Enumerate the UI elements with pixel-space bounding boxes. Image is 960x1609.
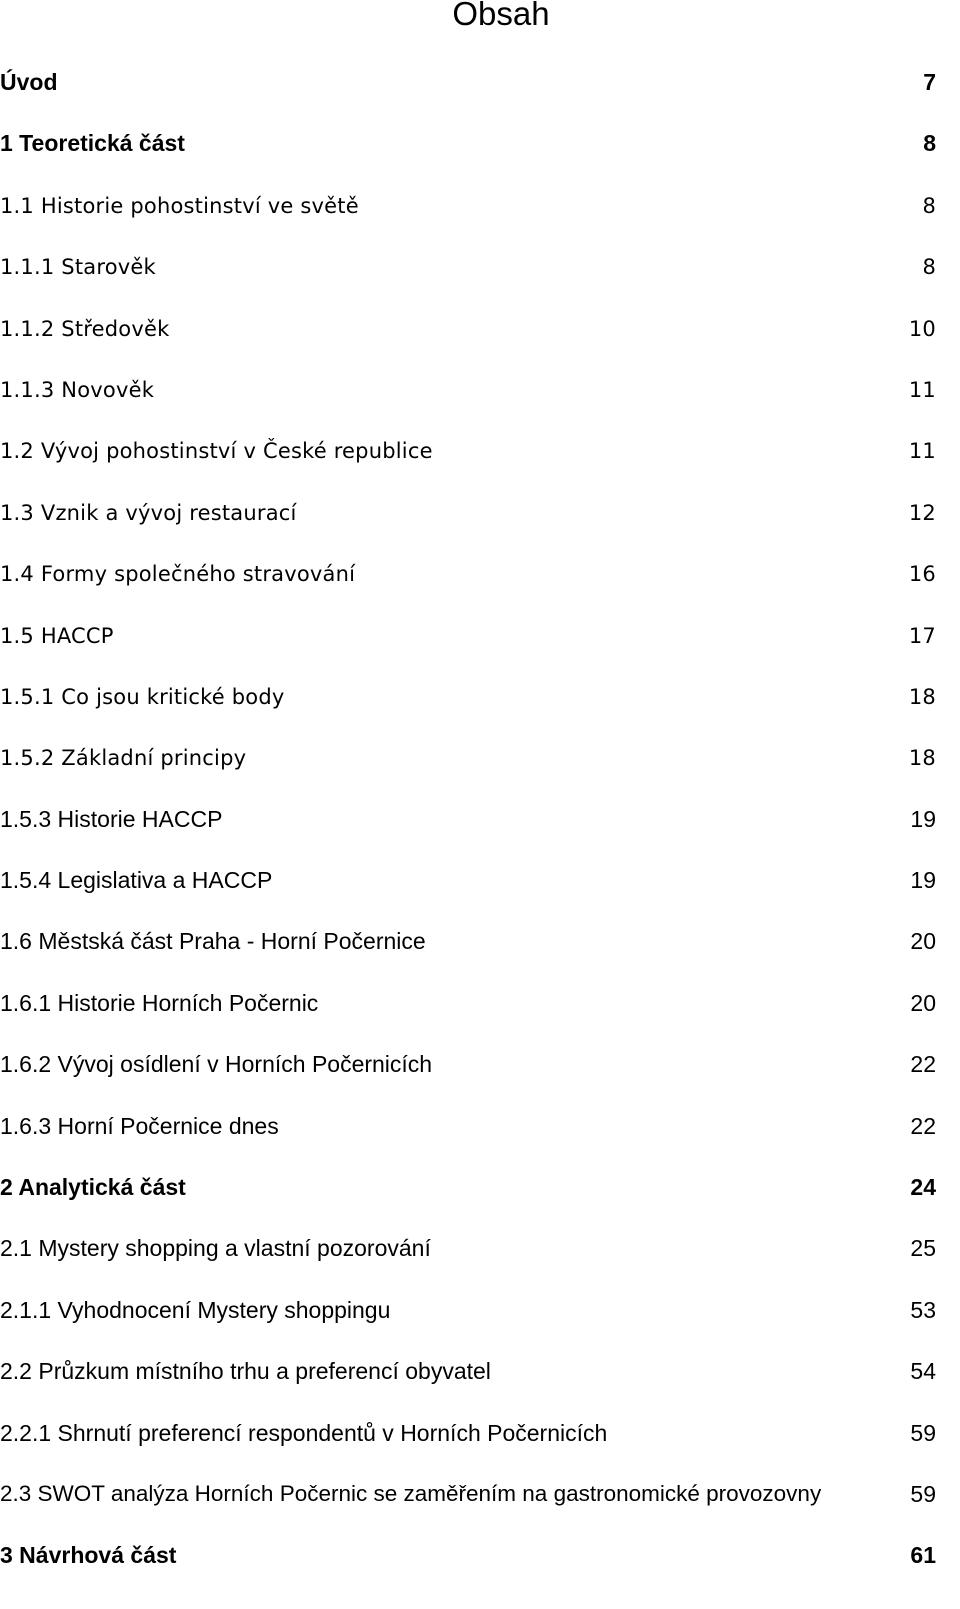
toc-entry[interactable] [0,300,960,361]
toc-entry[interactable] [0,1466,960,1527]
toc-entry[interactable] [0,361,960,422]
toc-entry-page-number: 8 [922,193,936,218]
toc-entry[interactable] [0,422,960,483]
toc-entry-page-number: 59 [910,1480,936,1507]
toc-entry-page-number: 19 [910,805,936,832]
toc-entry[interactable] [0,177,960,238]
toc-entry-page-number: 16 [908,562,936,587]
toc-entry-title: 1.5.1 Co jsou kritické body [0,684,285,709]
toc-entry-title: 2.1.1 Vyhodnocení Mystery shoppingu [0,1296,391,1323]
toc-entry[interactable] [0,668,960,729]
toc-entry[interactable] [0,1098,960,1159]
toc-entry[interactable] [0,54,960,115]
toc-entry[interactable] [0,1159,960,1220]
toc-entry-title: Úvod [0,69,58,95]
toc-entry-title: 1.6.1 Historie Horních Počernic [0,989,319,1016]
toc-entry[interactable] [0,1343,960,1404]
toc-entry-title: 2.2.1 Shrnutí preferencí respondentů v Horních Počernicích [0,1419,608,1446]
toc-entry[interactable] [0,913,960,974]
toc-entry-title: 3 Návrhová část [0,1542,177,1569]
toc-entry[interactable] [0,1036,960,1097]
toc-entry[interactable] [0,852,960,913]
toc-entry[interactable] [0,975,960,1036]
toc-entry-title: 1.5.2 Základní principy [0,746,247,771]
toc-entry-title: 2.3 SWOT analýza Horních Počernic se zaměřením na gastronomické provozovny [0,1480,822,1506]
toc-entry[interactable] [0,1405,960,1466]
toc-entry-page-number: 19 [910,867,936,894]
table-of-contents [0,54,960,1589]
toc-entry-page-number: 25 [910,1235,936,1262]
toc-entry-title: 2.1 Mystery shopping a vlastní pozorování [0,1235,431,1262]
toc-entry-page-number: 22 [910,1051,936,1078]
toc-entry-title: 1.6 Městská část Praha - Horní Počernice [0,928,426,955]
toc-entry[interactable] [0,545,960,606]
toc-entry-title: 1.6.2 Vývoj osídlení v Horních Počernicích [0,1051,433,1078]
toc-entry-page-number: 8 [922,255,936,280]
toc-entry-page-number: 18 [908,746,936,771]
toc-entry[interactable] [0,1220,960,1281]
toc-entry-page-number: 12 [908,500,936,525]
toc-entry-title: 2.2 Průzkum místního trhu a preferencí obyvatel [0,1358,491,1385]
toc-entry-title: 2 Analytická část [0,1174,186,1201]
toc-entry-title: 1.1.1 Starověk [0,255,156,280]
toc-entry-page-number: 18 [908,684,936,709]
toc-entry[interactable] [0,607,960,668]
toc-entry[interactable] [0,115,960,176]
toc-entry-title: 1.3 Vznik a vývoj restaurací [0,500,297,525]
toc-entry-page-number: 20 [910,989,936,1016]
toc-entry-title: 1 Teoretická část [0,130,185,157]
toc-entry-title: 1.6.3 Horní Počernice dnes [0,1112,279,1139]
toc-entry-page-number: 10 [908,316,936,341]
toc-entry-page-number: 8 [923,130,936,157]
toc-entry-title: 1.4 Formy společného stravování [0,562,356,587]
toc-entry[interactable] [0,484,960,545]
toc-entry[interactable] [0,1527,960,1588]
toc-entry[interactable] [0,791,960,852]
toc-entry-page-number: 53 [910,1296,936,1323]
toc-entry-title: 1.5 HACCP [0,623,114,648]
toc-entry[interactable] [0,238,960,299]
toc-entry-page-number: 24 [910,1174,936,1201]
toc-entry[interactable] [0,1282,960,1343]
toc-entry-title: 1.1.3 Novověk [0,377,155,402]
toc-entry-page-number: 7 [923,69,936,95]
toc-entry-title: 1.5.4 Legislativa a HACCP [0,867,273,894]
toc-entry-title: 1.2 Vývoj pohostinství v České republice [0,439,433,464]
toc-entry-page-number: 22 [910,1112,936,1139]
toc-entry-page-number: 20 [910,928,936,955]
toc-entry-title: 1.1.2 Středověk [0,316,170,341]
toc-entry-page-number: 11 [908,439,936,464]
page-title: Obsah [452,0,550,32]
toc-entry-page-number: 59 [910,1419,936,1446]
toc-entry-page-number: 61 [910,1542,936,1569]
toc-entry-page-number: 17 [908,623,936,648]
toc-entry-page-number: 54 [910,1358,936,1385]
toc-entry-page-number: 11 [908,377,936,402]
toc-entry-title: 1.1 Historie pohostinství ve světě [0,193,359,218]
toc-entry-title: 1.5.3 Historie HACCP [0,805,223,832]
toc-entry[interactable] [0,729,960,790]
